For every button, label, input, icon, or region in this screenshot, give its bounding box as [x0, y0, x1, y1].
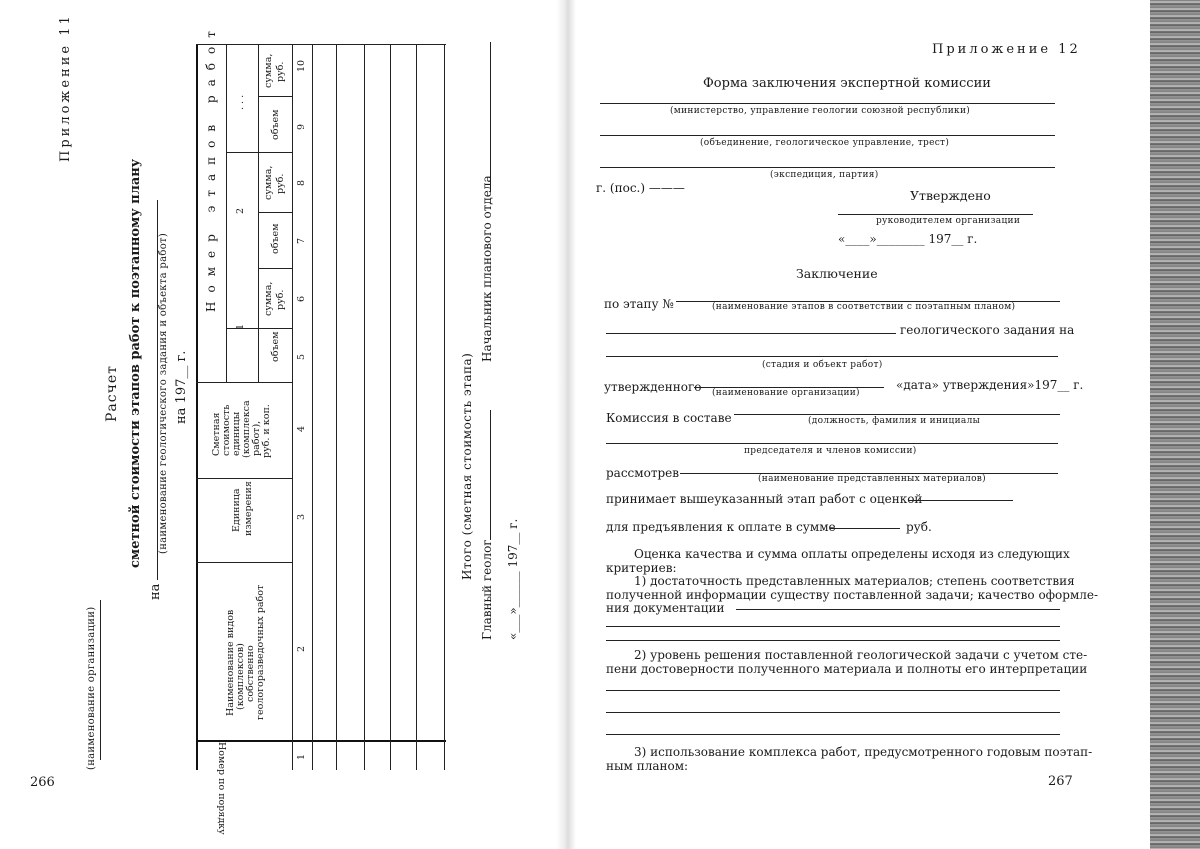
criterion-2a: 2) уровень решения поставленной геологической задачи с учетом сте-: [634, 648, 1088, 662]
col-line-e: [416, 44, 417, 770]
form-title: Форма заключения экспертной комиссии: [703, 76, 991, 91]
sum-header-1a: сумма,: [263, 281, 274, 316]
stage-header-line: [226, 44, 227, 382]
col-line-numbers: [292, 44, 293, 770]
h4-line-4: (комплекса: [241, 400, 252, 458]
approved-by-label: утвержденного: [604, 380, 702, 394]
row-line-4: [258, 96, 292, 97]
position-line: [734, 414, 1060, 415]
org-caption: (наименование организации): [86, 606, 97, 770]
stage-dots-label: . . .: [235, 94, 246, 110]
criterion-1-line-c: [606, 640, 1060, 641]
date-part: «дата» утверждения»197__ г.: [896, 378, 1084, 392]
book-edge: [1138, 0, 1200, 849]
head-caption: руководителем организации: [876, 216, 1021, 226]
sum-header-3a: сумма,: [263, 53, 274, 88]
page-number-right: 267: [1048, 774, 1073, 789]
org-line: [100, 600, 101, 760]
calc-subtitle: сметной стоимости этапов работ к поэтапному плану: [128, 158, 143, 568]
criterion-1b: полученной информации существу поставленной задачи; качество оформле-: [606, 588, 1099, 602]
sum-header-3b: руб.: [275, 61, 286, 82]
criterion-2-line-c: [606, 734, 1060, 735]
ministry-caption: (министерство, управление геологии союзной республики): [670, 106, 971, 116]
h4-line-6: руб. и коп.: [261, 404, 272, 458]
row-line-6: [258, 212, 292, 213]
criterion-1a: 1) достаточность представленных материалов; степень соответствия: [634, 574, 1075, 588]
h3-line-1: Единица: [231, 488, 242, 532]
stage-number-label: по этапу №: [604, 297, 674, 311]
criterion-3a: 3) использование комплекса работ, предусмотренного годовым поэтап-: [634, 745, 1093, 759]
planning-line: [490, 42, 491, 192]
h1-header: Номер по порядку: [216, 742, 227, 835]
na-label: на: [148, 583, 163, 600]
amount-line: [830, 528, 900, 529]
criterion-1c: ния документации: [606, 601, 725, 615]
criterion-1-line-b: [606, 626, 1060, 627]
colnum-3: 3: [296, 513, 307, 520]
stage-1-label: 1: [235, 323, 246, 330]
sum-header-1b: руб.: [275, 289, 286, 310]
ministry-line: [600, 103, 1055, 104]
colnum-4: 4: [296, 425, 307, 432]
col-line-f: [444, 44, 445, 770]
col-line-b: [336, 44, 337, 770]
grade-line: [908, 500, 1013, 501]
vol-header-2: объем: [270, 223, 281, 254]
criterion-2-line-b: [606, 712, 1060, 713]
sum-header-2a: сумма,: [263, 165, 274, 200]
association-line: [600, 135, 1055, 136]
object-caption: (наименование геологического задания и объекта работ): [158, 232, 169, 554]
stage-num-line: [258, 44, 259, 382]
geo-task-label: геологического задания на: [900, 323, 1075, 337]
criteria-intro-2: критериев:: [606, 561, 677, 575]
signature-date: «___»______ 197__ г.: [506, 518, 520, 640]
calc-year: на 197__ г.: [174, 350, 189, 424]
criteria-intro: Оценка качества и сумма оплаты определены исходя из следующих: [634, 547, 1070, 561]
materials-caption: (наименование представленных материалов): [758, 474, 986, 484]
h3-line-2: измерения: [243, 481, 254, 536]
commission-label: Комиссия в составе: [606, 411, 732, 425]
h4-line-3: единицы: [231, 411, 242, 456]
h2-line-2: (комплексов): [235, 643, 246, 710]
stage-2-label: 2: [235, 207, 246, 214]
row-line-7: [258, 268, 292, 269]
table-border-left: [196, 44, 198, 770]
colnum-9: 9: [296, 123, 307, 130]
vol-header-1: объем: [270, 331, 281, 362]
expedition-caption: (экспедиция, партия): [770, 170, 879, 180]
calc-title: Расчет: [104, 365, 120, 422]
col-line-d: [390, 44, 391, 770]
org-caption-right: (наименование организации): [712, 388, 860, 398]
task-line: [606, 333, 896, 334]
colnum-2: 2: [296, 645, 307, 652]
stage-caption: (наименование этапов в соответствии с поэтапным планом): [712, 302, 1016, 312]
conclusion-title: Заключение: [796, 266, 878, 281]
h2-line-4: геологоразведочных работ: [255, 584, 266, 720]
appendix-11-label: Приложение 11: [58, 13, 73, 162]
h2-line-1: Наименование видов: [225, 609, 236, 716]
col-line-a: [312, 44, 313, 770]
colnum-5: 5: [296, 353, 307, 360]
colnum-7: 7: [296, 237, 307, 244]
col-line-c: [364, 44, 365, 770]
row-line-5: [226, 152, 292, 153]
row-line-3: [196, 562, 292, 563]
rub-label: руб.: [906, 520, 932, 534]
colnum-8: 8: [296, 179, 307, 186]
appendix-12-label: Приложение 12: [932, 42, 1081, 57]
chief-planning: Начальник планового отдела: [480, 175, 494, 362]
page-gutter: [556, 0, 576, 849]
city-label: г. (пос.) ———: [596, 181, 685, 195]
members-line: [606, 443, 1058, 444]
sum-header-2b: руб.: [275, 173, 286, 194]
criterion-2-line-a: [606, 690, 1060, 691]
itogo-label: Итого (сметная стоимость этапа): [460, 352, 474, 580]
row-line-1: [196, 382, 292, 383]
criterion-1-line-a: [736, 609, 1060, 610]
table-border-top: [196, 44, 446, 45]
vol-header-3: объем: [270, 109, 281, 140]
payment-label: для предъявления к оплате в сумме: [606, 520, 836, 534]
page-number-left: 266: [30, 775, 55, 790]
h2-line-3: собственно: [245, 645, 256, 702]
h4-line-1: Сметная: [211, 412, 222, 456]
approved-label: Утверждено: [910, 188, 991, 203]
geologist-line: [490, 410, 491, 540]
head-line: [838, 214, 1033, 215]
h4-line-5: работ),: [251, 420, 262, 456]
criterion-3b: ным планом:: [606, 759, 689, 773]
colnum-10: 10: [296, 59, 307, 72]
expedition-line: [600, 167, 1055, 168]
table-border-bottom: [196, 740, 446, 742]
colnum-1: 1: [296, 753, 307, 760]
reviewed-label: рассмотрев: [606, 466, 680, 480]
association-caption: (объединение, геологическое управление, трест): [700, 138, 950, 148]
members-caption: председателя и членов комиссии): [744, 446, 917, 456]
position-caption: (должность, фамилия и инициалы: [808, 416, 981, 426]
colnum-6: 6: [296, 295, 307, 302]
stages-header: Номер этапов работ: [204, 22, 218, 312]
row-line-2: [196, 478, 292, 479]
accepts-label: принимает вышеуказанный этап работ с оценкой: [606, 492, 923, 506]
approved-date: «____»________ 197__ г.: [838, 232, 978, 246]
chief-geologist: Главный геолог: [480, 539, 494, 640]
stadia-caption: (стадия и объект работ): [762, 360, 883, 370]
criterion-2b: пени достоверности полученного материала и полноты его интерпретации: [606, 662, 1088, 676]
h4-line-2: стоимость: [221, 404, 232, 456]
stadia-line: [606, 356, 1058, 357]
